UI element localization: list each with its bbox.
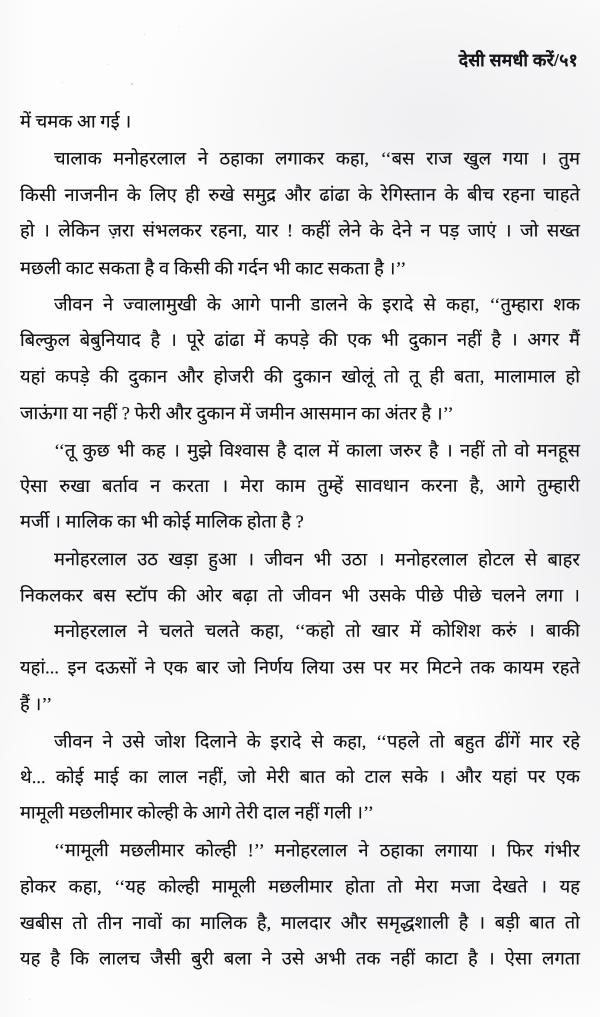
text-line (20, 358, 580, 394)
text-line (20, 250, 580, 287)
running-head: देसी समधी करें/५१ (458, 50, 578, 70)
text-line (20, 613, 580, 650)
text-line-content: यह है कि लालच जैसी बुरी बला ने उसे अभी तक नहीं काटा है । ऐसा लगता (20, 948, 580, 969)
text-line-content: जीवन ने ज्वालामुखी के आगे पानी डालने के इरादे से कहा, ‘‘तुम्हारा शक (54, 294, 580, 315)
text-line (20, 504, 580, 540)
text-line (20, 322, 580, 359)
text-line-content: में चमक आ गई । (20, 111, 132, 132)
text-line-content: ऐसा रुखा बर्ताव न करता । मेरा काम तुम्हें सावधान करना है, आगे तुम्हारी (19, 475, 580, 496)
text-line (20, 432, 580, 468)
text-line-content: खबीस तो तीन नावों का मालिक है, मालदार और समृद्धशाली है । बड़ी बात तो (19, 912, 580, 933)
body-text-block (20, 104, 580, 977)
text-line (20, 686, 580, 723)
text-line-content: मर्जी । मालिक का भी कोई मालिक होता है ? (20, 511, 304, 532)
text-line (20, 541, 580, 578)
text-line-content: मामूली मछलीमार कोल्ही के आगे तेरी दाल नहीं गली ।’’ (20, 803, 374, 824)
text-line-content: हैं ।’’ (19, 694, 53, 715)
text-line (20, 941, 580, 977)
text-line (20, 141, 580, 177)
text-line-content: किसी नाजनीन के लिए ही रुखे समुद्र और ढांढा के रेगिस्तान के बीच रहना चाहते (19, 184, 580, 205)
text-line-content: मनोहरलाल उठ खड़ा हुआ । जीवन भी उठा । मनोहरलाल होटल से बाहर (53, 548, 580, 570)
text-line-content: ‘‘तू कुछ भी कह । मुझे विश्वास है दाल में काला जरुर है । नहीं तो वो मनहूस (54, 440, 580, 461)
text-line (20, 832, 580, 869)
text-line (20, 104, 580, 140)
text-line (20, 578, 580, 614)
text-line-content: ‘‘मामूली मछलीमार कोल्ही !’’ मनोहरलाल ने ठहाका लगाया । फिर गंभीर (53, 839, 580, 861)
text-line-content: होकर कहा, ‘‘यह कोल्ही मामूली मछलीमार होता तो मेरा मजा देखते । यह (20, 876, 580, 897)
text-line (20, 723, 580, 759)
text-line (20, 467, 580, 504)
text-line (20, 395, 580, 432)
text-line (20, 176, 580, 213)
text-line (20, 869, 580, 905)
text-line-content: मछली काट सकता है व किसी की गर्दन भी काट सकता है ।’’ (19, 257, 407, 279)
text-line-content: चालाक मनोहरलाल ने ठहाका लगाकर कहा, ‘‘बस राज खुल गया । तुम (54, 148, 580, 169)
text-line (20, 649, 580, 685)
text-line-content: बिल्कुल बेबुनियाद है । पूरे ढांढा में कपड़े की एक भी दुकान नहीं है । अगर मैं (19, 329, 580, 351)
text-line (20, 758, 580, 795)
text-line (20, 904, 580, 941)
text-line-content: जाऊंगा या नहीं ? फेरी और दुकान में जमीन आसमान का अंतर है ।’’ (19, 403, 454, 424)
text-line-content: यहां... इन दऊसों ने एक बार जो निर्णय लिया उस पर मर मिटने तक कायम रहते (20, 657, 580, 678)
text-line (20, 213, 580, 249)
text-line (20, 286, 580, 322)
text-line-content: जीवन ने उसे जोश दिलाने के इरादे से कहा, ‘‘पहले तो बहुत ढींगें मार रहे (54, 731, 580, 752)
text-line-content: यहां कपड़े की दुकान और होजरी की दुकान खोलूं तो तू ही बता, मालामाल हो (20, 366, 580, 387)
text-line-content: हो । लेकिन ज़रा संभलकर रहना, यार ! कहीं लेने के देने न पड़ जाएं । जो सख्त (20, 220, 580, 241)
text-line-content: थे... कोई माई का लाल नहीं, जो मेरी बात को टाल सके । और यहां पर एक (19, 766, 580, 788)
text-line-content: मनोहरलाल ने चलते चलते कहा, ‘‘कहो तो खार में कोशिश करुं । बाकी (53, 620, 580, 642)
text-line-content: निकलकर बस स्टॉप की ओर बढ़ा तो जीवन भी उसके पीछे पीछे चलने लगा । (20, 585, 580, 606)
text-line (20, 795, 580, 831)
